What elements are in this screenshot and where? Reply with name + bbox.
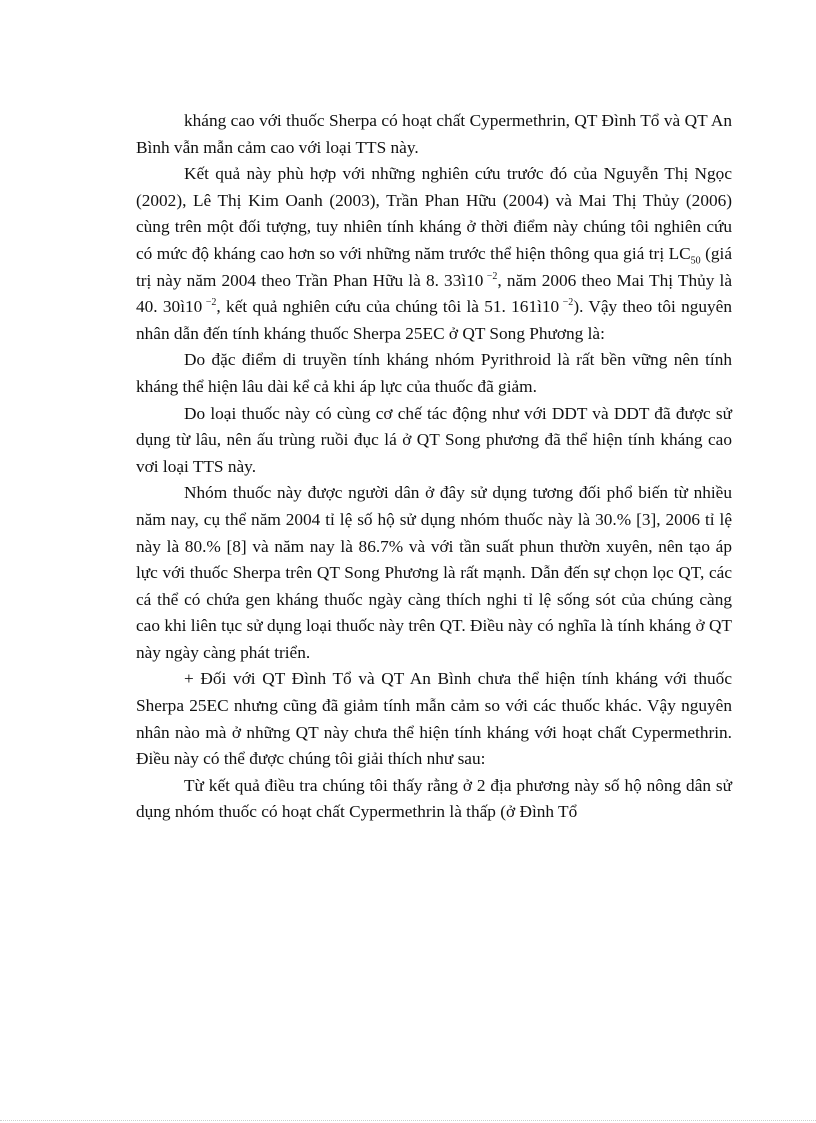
paragraph-6: + Đối với QT Đình Tổ và QT An Bình chưa thể hiện tính kháng với thuốc Sherpa 25EC nhưng cũng đã giảm tính mẫn cảm so với các thuốc khác. Vậy nguyên nhân nào mà ở những QT này chưa thể hiện tính kháng với hoạt chất Cypermethrin. Điều này có thể được chúng tôi giải thích như sau: — [136, 669, 732, 769]
exponent-1: −2 — [483, 270, 498, 282]
page-bottom-divider — [0, 1120, 816, 1121]
lc-subscript: 50 — [690, 255, 701, 267]
exponent-2: −2 — [202, 297, 217, 309]
paragraph-2-part-b: (giá trị này năm 2004 theo Trần Phan Hữu là 8. 33ì10 — [136, 243, 733, 290]
paragraph-2 — [136, 161, 732, 347]
paragraph-3: Do đặc điểm di truyền tính kháng nhóm Pyrithroid là rất bền vững nên tính kháng thể hiện lâu dài kể cả khi áp lực của thuốc đã giảm. — [136, 350, 732, 396]
paragraph-1: kháng cao với thuốc Sherpa có hoạt chất Cypermethrin, QT Đình Tổ và QT An Bình vẫn mẫn cảm cao với loại TTS này. — [136, 111, 732, 157]
paragraph-7: Từ kết quả điều tra chúng tôi thấy rằng ở 2 địa phương này số hộ nông dân sử dụng nhóm thuốc có hoạt chất Cypermethrin là thấp (ở Đình Tổ — [136, 775, 732, 822]
paragraph-2-part-d: , kết quả nghiên cứu của chúng tôi là 51. 161ì10 — [216, 297, 560, 317]
paragraph-2-part-e: ). Vậy theo tôi nguyên nhân dẫn đến tính kháng thuốc Sherpa 25EC ở QT Song Phương là: — [136, 297, 732, 343]
paragraph-2-part-c: , năm 2006 theo Mai Thị Thủy là 40. 30ì10 — [136, 270, 732, 317]
exponent-3: −2 — [559, 297, 574, 309]
paragraph-4: Do loại thuốc này có cùng cơ chế tác động như với DDT và DDT đã được sử dụng từ lâu, nên ấu trùng ruồi đục lá ở QT Song phương đã thể hiện tính kháng cao vơi loại TTS này. — [136, 403, 732, 476]
document-body — [136, 108, 732, 826]
paragraph-5: Nhóm thuốc này được người dân ở đây sử dụng tương đối phổ biến từ nhiều năm nay, cụ thể năm 2004 tỉ lệ số hộ sử dụng nhóm thuốc này là 30.% [3], 2006 tỉ lệ này là 80.% [8] và năm nay là 86.7% và với tần suất phun thườn xuyên, nên tạo áp lực với thuốc Sherpa trên QT Song Phương là rất mạnh. Dẫn đến sự chọn lọc QT, các cá thể có chứa gen kháng thuốc ngày càng thích nghi tỉ lệ sống sót của chúng càng cao khi liên tục sử dụng loại thuốc này trên QT. Điều này có nghĩa là tính kháng ở QT này ngày càng phát triển. — [136, 483, 732, 662]
paragraph-2-part-a: Kết quả này phù hợp với những nghiên cứu trước đó của Nguyễn Thị Ngọc (2002), Lê Thị Kim Oanh (2003), Trần Phan Hữu (2004) và Mai Thị Thủy (2006) cùng trên một đối tượng, tuy nhiên tính kháng ở thời điểm này chúng tôi nghiên cứu có mức độ kháng cao hơn so với những năm trước thể hiện thông qua giá trị LC — [136, 164, 732, 263]
